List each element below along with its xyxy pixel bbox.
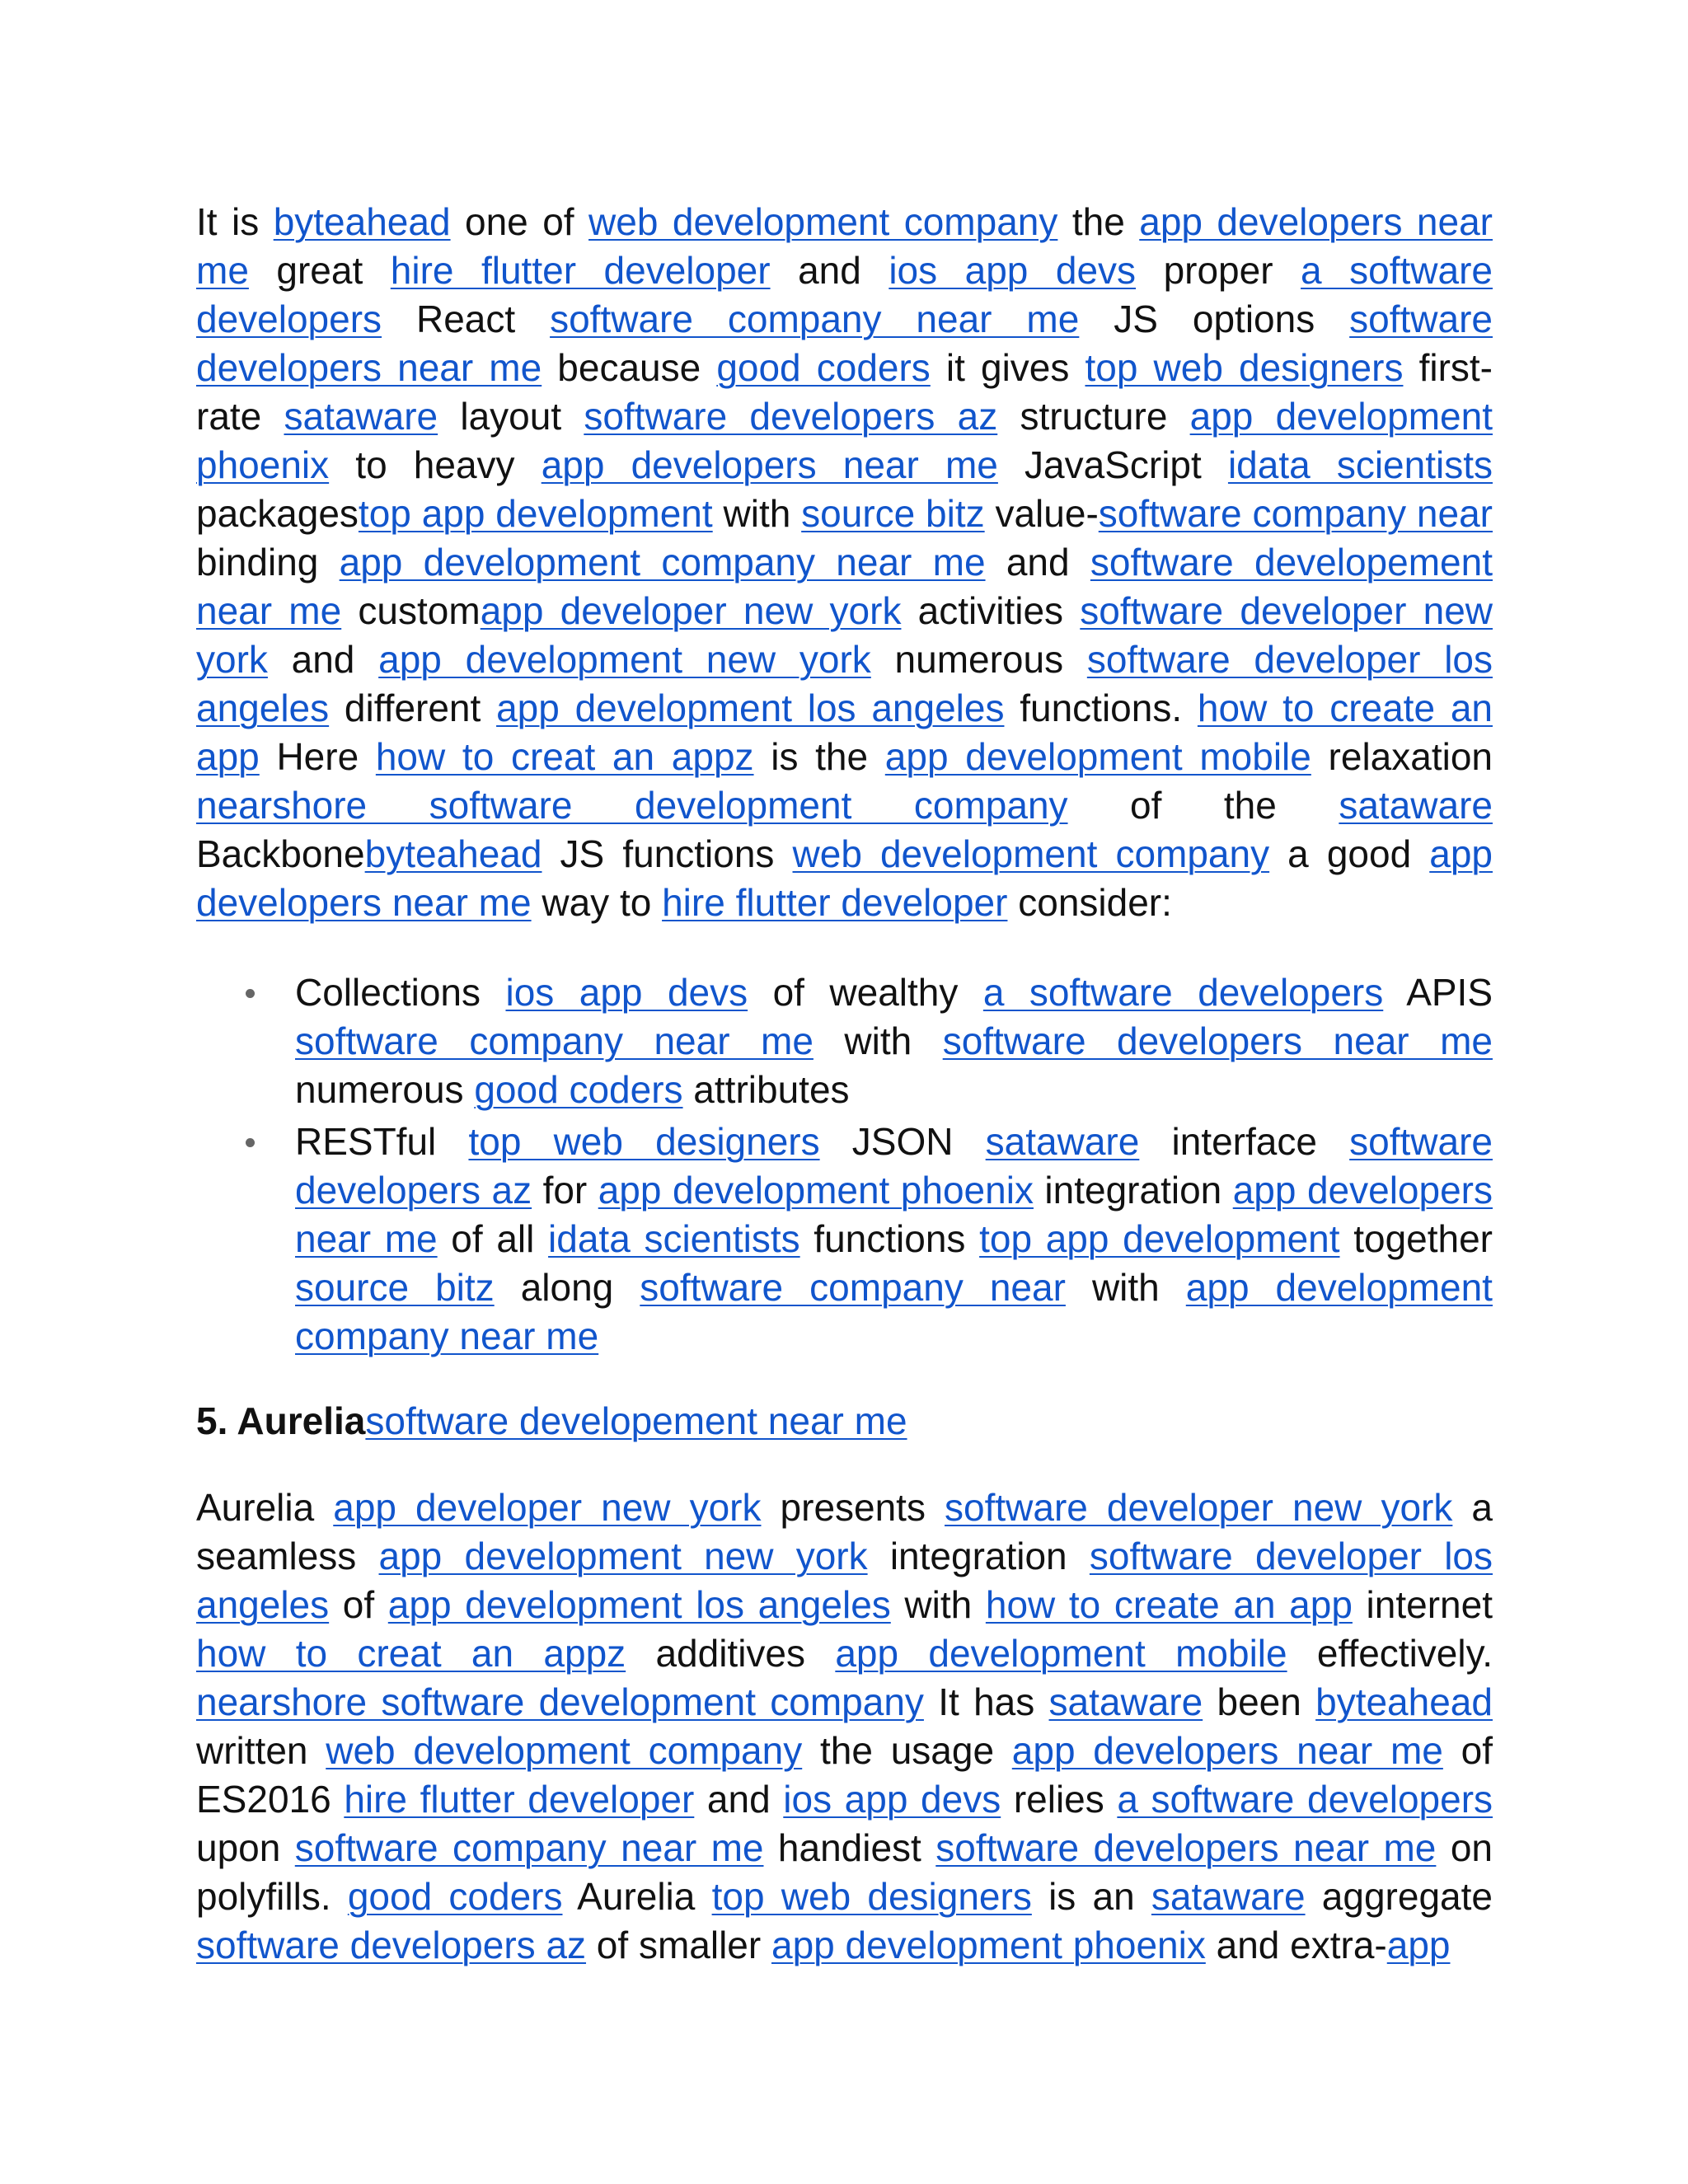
inline-link[interactable]: a software developers (982, 971, 1384, 1014)
inline-link[interactable]: software company near (1098, 492, 1493, 535)
inline-link[interactable]: software developers az (196, 1924, 587, 1966)
body-text: and (267, 638, 379, 681)
inline-link[interactable]: sataware (1339, 784, 1493, 827)
inline-link[interactable]: software developer new york (945, 1486, 1453, 1529)
body-text: JS options (1079, 298, 1350, 340)
inline-link[interactable]: app developers near me (295, 1169, 1493, 1260)
body-text: of ES2016 (196, 1729, 1493, 1821)
inline-link[interactable]: top app development (358, 492, 713, 535)
body-text: and (985, 541, 1090, 583)
body-text: been (1203, 1680, 1316, 1723)
body-text: numerous (295, 1068, 475, 1111)
inline-link[interactable]: top web designers (711, 1875, 1032, 1918)
body-text: upon (196, 1826, 295, 1869)
inline-link[interactable]: web development company (588, 200, 1058, 243)
inline-link[interactable]: software developer los angeles (196, 638, 1493, 729)
inline-link[interactable]: software developer los angeles (196, 1535, 1493, 1626)
body-text: consider: (1007, 881, 1172, 924)
body-text: and (770, 249, 889, 292)
body-text: great (248, 249, 391, 292)
body-text: the (1057, 200, 1140, 243)
inline-link[interactable]: sataware (1151, 1875, 1306, 1918)
inline-link[interactable]: software company near (640, 1266, 1066, 1309)
body-text: Here (259, 735, 376, 778)
inline-link[interactable]: byteahead (1315, 1680, 1493, 1723)
body-text: integration (867, 1535, 1090, 1577)
inline-link[interactable]: source bitz (295, 1266, 495, 1309)
inline-link[interactable]: app developer new york (333, 1486, 762, 1529)
inline-link[interactable]: app development new york (378, 638, 871, 681)
bullet-item-restful (295, 1118, 1493, 1361)
body-text: one of (450, 200, 589, 243)
body-text: along (494, 1266, 640, 1309)
body-text: numerous (870, 638, 1087, 681)
body-text: of (329, 1583, 388, 1626)
body-text: with (890, 1583, 986, 1626)
body-text: a seamless (196, 1486, 1493, 1577)
body-text: relaxation (1311, 735, 1493, 778)
body-text: internet (1352, 1583, 1493, 1626)
inline-link[interactable]: software developer new york (196, 589, 1493, 681)
body-text: and extra- (1205, 1924, 1387, 1966)
body-text: with (712, 492, 802, 535)
body-text: effectively. (1287, 1632, 1493, 1675)
inline-link[interactable]: source bitz (801, 492, 985, 535)
body-text: written (196, 1729, 326, 1772)
body-text: way to (531, 881, 663, 924)
inline-link[interactable]: software company near me (295, 1019, 814, 1062)
body-text: presents (761, 1486, 945, 1529)
body-text: on polyfills. (196, 1826, 1493, 1918)
body-text: APIS (1383, 971, 1493, 1014)
bullet-item-collections (295, 968, 1493, 1114)
bullet-dot-icon (246, 1138, 255, 1147)
inline-link[interactable]: hire flutter developer (662, 881, 1008, 924)
body-text: Backbone (196, 832, 365, 875)
paragraph-intro (196, 198, 1493, 927)
section-heading-link[interactable]: software developement near me (365, 1399, 907, 1442)
inline-link[interactable]: app developer new york (480, 589, 902, 632)
body-text: of the (1067, 784, 1339, 827)
inline-link[interactable]: sataware (284, 395, 438, 438)
body-text: because (542, 346, 717, 389)
inline-link[interactable]: app development company near me (339, 541, 986, 583)
inline-link[interactable]: software developement near me (196, 541, 1493, 632)
section-heading (196, 1397, 1493, 1446)
body-text: and (694, 1778, 784, 1821)
inline-link[interactable]: software developers az (584, 395, 998, 438)
inline-link[interactable]: sataware (1048, 1680, 1203, 1723)
inline-link[interactable]: app development mobile (835, 1632, 1287, 1675)
inline-link[interactable]: hire flutter developer (390, 249, 771, 292)
body-text: is the (753, 735, 885, 778)
inline-link[interactable]: app development mobile (884, 735, 1311, 778)
inline-link[interactable]: app development company near me (295, 1266, 1493, 1357)
inline-link[interactable]: app development los angeles (496, 687, 1005, 729)
body-text: It has (923, 1680, 1049, 1723)
body-text: RESTful (295, 1120, 469, 1163)
inline-link[interactable]: software developers near me (935, 1826, 1437, 1869)
body-text: React (382, 298, 551, 340)
document-page (196, 198, 1493, 1970)
bullet-dot-icon (246, 989, 255, 998)
body-text: with (1065, 1266, 1186, 1309)
body-text: proper (1136, 249, 1301, 292)
section-heading-title: 5. Aurelia (196, 1399, 366, 1442)
inline-link[interactable]: nearshore software development company (196, 1680, 924, 1723)
inline-link[interactable]: software company near me (294, 1826, 764, 1869)
inline-link[interactable]: how to creat an appz (375, 735, 754, 778)
body-text: additives (626, 1632, 836, 1675)
body-text: is an (1031, 1875, 1151, 1918)
body-text: to heavy (329, 443, 542, 486)
inline-link[interactable]: software company near me (550, 298, 1080, 340)
inline-link[interactable]: app development phoenix (598, 1169, 1034, 1212)
body-text: it gives (930, 346, 1085, 389)
body-text: first-rate (196, 346, 1493, 438)
body-text: integration (1033, 1169, 1233, 1212)
body-text: JS functions (542, 832, 793, 875)
inline-link[interactable]: web development company (792, 832, 1270, 875)
body-text: packages (196, 492, 359, 535)
body-text: Aurelia (562, 1875, 712, 1918)
body-text: structure (997, 395, 1190, 438)
body-text: for (532, 1169, 598, 1212)
inline-link[interactable]: byteahead (273, 200, 451, 243)
inline-link[interactable]: how to create an app (985, 1583, 1353, 1626)
inline-link[interactable]: app (1386, 1924, 1451, 1966)
inline-link[interactable]: top app development (979, 1217, 1340, 1260)
body-text: interface (1139, 1120, 1350, 1163)
body-text: functions. (1004, 687, 1198, 729)
body-text: different (329, 687, 497, 729)
inline-link[interactable]: how to create an app (196, 687, 1493, 778)
inline-link[interactable]: byteahead (364, 832, 542, 875)
inline-link[interactable]: software developers near me (942, 1019, 1493, 1062)
body-text: binding (196, 541, 340, 583)
body-text: custom (341, 589, 481, 632)
paragraph-aurelia (196, 1483, 1493, 1970)
body-text: aggregate (1305, 1875, 1493, 1918)
inline-link[interactable]: software developers near me (196, 298, 1493, 389)
inline-link[interactable]: web development company (326, 1729, 803, 1772)
inline-link[interactable]: nearshore software development company (196, 784, 1068, 827)
body-text: together (1339, 1217, 1493, 1260)
body-text: It is (196, 200, 274, 243)
inline-link[interactable]: how to creat an appz (196, 1632, 626, 1675)
inline-link[interactable]: ios app devs (889, 249, 1137, 292)
body-text: with (813, 1019, 943, 1062)
inline-link[interactable]: software developers az (295, 1120, 1493, 1212)
body-text: of smaller (586, 1924, 771, 1966)
body-text: JavaScript (997, 443, 1228, 486)
inline-link[interactable]: app developers near me (541, 443, 998, 486)
inline-link[interactable]: app developers near me (196, 832, 1493, 924)
inline-link[interactable]: idata scientists (1227, 443, 1493, 486)
inline-link[interactable]: top web designers (1085, 346, 1404, 389)
inline-link[interactable]: idata scientists (548, 1217, 800, 1260)
body-text: handiest (763, 1826, 936, 1869)
inline-link[interactable]: top web designers (468, 1120, 820, 1163)
body-text: the usage (802, 1729, 1012, 1772)
inline-link[interactable]: ios app devs (505, 971, 748, 1014)
inline-link[interactable]: good coders (716, 346, 931, 389)
inline-link[interactable]: a software developers (1117, 1778, 1493, 1821)
inline-link[interactable]: app development phoenix (196, 395, 1493, 486)
inline-link[interactable]: sataware (985, 1120, 1140, 1163)
inline-link[interactable]: app development los angeles (387, 1583, 891, 1626)
inline-link[interactable]: app developers near me (196, 200, 1493, 292)
inline-link[interactable]: app development phoenix (771, 1924, 1206, 1966)
body-text: Collections (295, 971, 506, 1014)
inline-link[interactable]: a software developers (196, 249, 1493, 340)
body-text: Aurelia (196, 1486, 334, 1529)
body-text: attributes (682, 1068, 850, 1111)
inline-link[interactable]: good coders (347, 1875, 563, 1918)
body-text: activities (901, 589, 1081, 632)
inline-link[interactable]: hire flutter developer (344, 1778, 695, 1821)
body-text: relies (1001, 1778, 1118, 1821)
inline-link[interactable]: good coders (474, 1068, 683, 1111)
body-text: of all (437, 1217, 549, 1260)
body-text: functions (799, 1217, 980, 1260)
body-text: of wealthy (748, 971, 983, 1014)
inline-link[interactable]: app developers near me (1011, 1729, 1443, 1772)
inline-link[interactable]: app development new york (378, 1535, 868, 1577)
inline-link[interactable]: ios app devs (783, 1778, 1001, 1821)
body-text: a good (1269, 832, 1430, 875)
body-text: value- (984, 492, 1099, 535)
body-text: JSON (819, 1120, 986, 1163)
feature-bullet-list (196, 968, 1493, 1361)
body-text: layout (438, 395, 584, 438)
